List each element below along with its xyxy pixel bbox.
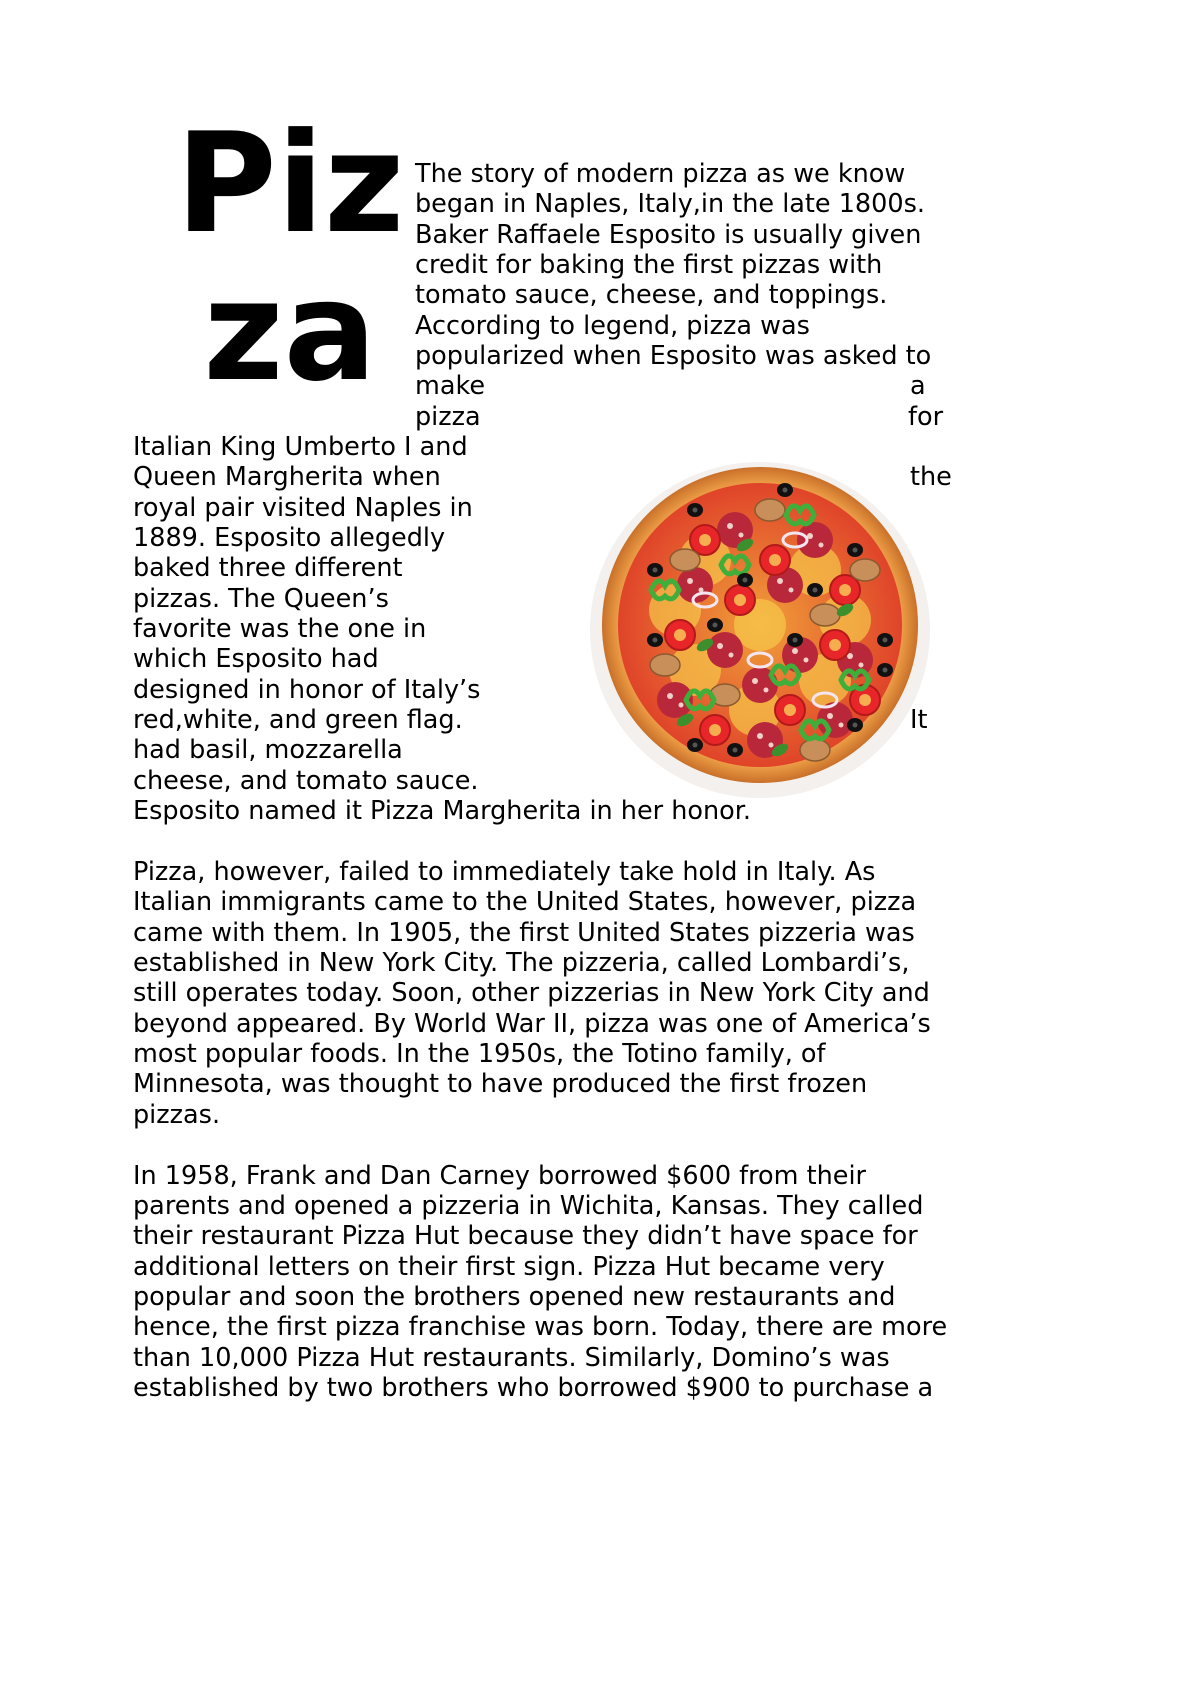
salami-slice xyxy=(707,632,743,668)
tomato-seeds xyxy=(769,554,781,566)
salami-fat xyxy=(839,723,844,728)
olive-hole xyxy=(783,488,788,493)
text-line: came with them. In 1905, the first United States pizzeria was xyxy=(133,918,915,948)
text-word: pizza xyxy=(415,402,481,432)
mushroom xyxy=(755,499,785,521)
text-line: credit for baking the first pizzas with xyxy=(415,250,883,280)
title-line-1: Piz xyxy=(175,103,405,264)
olive-hole xyxy=(793,638,798,643)
salami-fat xyxy=(819,543,824,548)
tomato-seeds xyxy=(829,639,841,651)
text-line: Queen Margherita when xyxy=(133,462,441,492)
text-line: baked three different xyxy=(133,553,403,583)
salami-fat xyxy=(752,678,758,684)
mushroom xyxy=(670,549,700,571)
text-line: Pizza, however, failed to immediately take hold in Italy. As xyxy=(133,857,876,887)
tomato-seeds xyxy=(734,594,746,606)
text-line: Esposito named it Pizza Margherita in her honor. xyxy=(133,796,752,826)
text-line: In 1958, Frank and Dan Carney borrowed $600 from their xyxy=(133,1161,867,1191)
text-line: established in New York City. The pizzeria, called Lombardi’s, xyxy=(133,948,910,978)
text-line: 1889. Esposito allegedly xyxy=(133,523,446,553)
text-line: red,white, and green flag. xyxy=(133,705,463,735)
tomato-seeds xyxy=(674,629,686,641)
text-line: their restaurant Pizza Hut because they didn’t have space for xyxy=(133,1221,918,1251)
salami-fat xyxy=(757,733,763,739)
text-line: Minnesota, was thought to have produced the first frozen xyxy=(133,1069,868,1099)
salami-fat xyxy=(717,643,723,649)
text-word: for xyxy=(908,402,944,432)
text-line: additional letters on their first sign. Pizza Hut became very xyxy=(133,1252,885,1282)
text-line: parents and opened a pizzeria in Wichita, Kansas. They called xyxy=(133,1191,924,1221)
olive-hole xyxy=(813,588,818,593)
text-line: The story of modern pizza as we know xyxy=(415,159,906,189)
salami-fat xyxy=(667,693,673,699)
salami-fat xyxy=(827,713,833,719)
text-line: beyond appeared. By World War II, pizza was one of America’s xyxy=(133,1009,931,1039)
mushroom xyxy=(850,559,880,581)
olive-hole xyxy=(853,723,858,728)
text-line: most popular foods. In the 1950s, the Totino family, of xyxy=(133,1039,826,1069)
text-line: Italian King Umberto I and xyxy=(133,432,468,462)
salami-fat xyxy=(789,588,794,593)
olive-hole xyxy=(883,668,888,673)
text-line: Italian immigrants came to the United States, however, pizza xyxy=(133,887,917,917)
salami-fat xyxy=(804,658,809,663)
salami-fat xyxy=(739,533,744,538)
salami-fat xyxy=(727,523,733,529)
olive-hole xyxy=(653,568,658,573)
text-line: popularized when Esposito was asked to xyxy=(415,341,932,371)
text-line: had basil, mozzarella xyxy=(133,735,403,765)
olive-hole xyxy=(693,508,698,513)
salami-fat xyxy=(769,743,774,748)
salami-fat xyxy=(792,648,798,654)
text-line: hence, the first pizza franchise was born. Today, there are more xyxy=(133,1312,948,1342)
text-line: still operates today. Soon, other pizzerias in New York City and xyxy=(133,978,930,1008)
salami-fat xyxy=(777,578,783,584)
tomato-seeds xyxy=(839,584,851,596)
title-line-2: za xyxy=(203,251,377,412)
salami-fat xyxy=(859,663,864,668)
text-word: It xyxy=(910,705,928,735)
text-line: pizzas. xyxy=(133,1100,221,1130)
tomato-seeds xyxy=(699,534,711,546)
document-title xyxy=(160,103,420,412)
text-word: the xyxy=(910,462,952,492)
text-word: a xyxy=(910,371,926,401)
salami-slice xyxy=(797,522,833,558)
text-line: began in Naples, Italy,in the late 1800s. xyxy=(415,189,925,219)
tomato-seeds xyxy=(709,724,721,736)
text-line: cheese, and tomato sauce. xyxy=(133,766,479,796)
olive-hole xyxy=(733,748,738,753)
text-line: Baker Raffaele Esposito is usually given xyxy=(415,220,922,250)
tomato-seeds xyxy=(859,694,871,706)
olive-hole xyxy=(653,638,658,643)
olive-hole xyxy=(693,743,698,748)
text-line: pizzas. The Queen’s xyxy=(133,584,389,614)
text-line: tomato sauce, cheese, and toppings. xyxy=(415,280,888,310)
text-line: which Esposito had xyxy=(133,644,379,674)
text-line: established by two brothers who borrowed $900 to purchase a xyxy=(133,1373,934,1403)
olive-hole xyxy=(743,578,748,583)
olive-hole xyxy=(713,623,718,628)
text-line: than 10,000 Pizza Hut restaurants. Similarly, Domino’s was xyxy=(133,1343,890,1373)
salami-fat xyxy=(679,703,684,708)
olive-hole xyxy=(883,638,888,643)
mushroom xyxy=(650,654,680,676)
text-line: favorite was the one in xyxy=(133,614,427,644)
salami-fat xyxy=(764,688,769,693)
text-line: According to legend, pizza was xyxy=(415,311,810,341)
salami-fat xyxy=(729,653,734,658)
mushroom xyxy=(800,739,830,761)
text-line: royal pair visited Naples in xyxy=(133,493,473,523)
pizza-image xyxy=(585,450,935,800)
text-line: designed in honor of Italy’s xyxy=(133,675,481,705)
mushroom xyxy=(810,604,840,626)
salami-fat xyxy=(687,578,693,584)
text-word: make xyxy=(415,371,486,401)
tomato-seeds xyxy=(784,704,796,716)
text-line: popular and soon the brothers opened new restaurants and xyxy=(133,1282,896,1312)
olive-hole xyxy=(853,548,858,553)
